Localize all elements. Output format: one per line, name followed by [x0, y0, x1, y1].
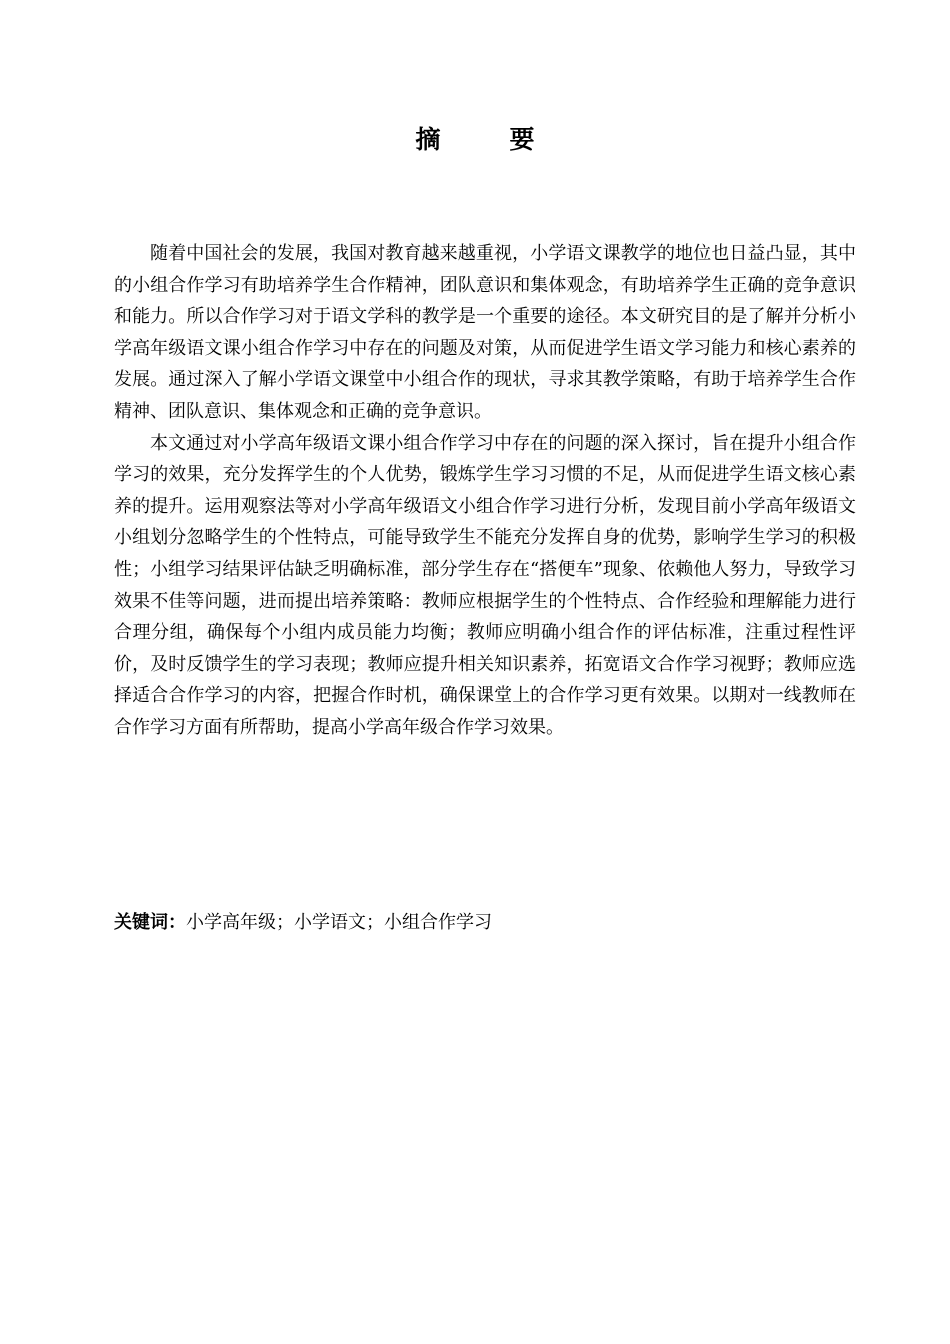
abstract-paragraph-2: 本文通过对小学高年级语文课小组合作学习中存在的问题的深入探讨，旨在提升小组合作学习的效果，充分发挥学生的个人优势，锻炼学生学习习惯的不足，从而促进学生语文核心素养的提升。运用观察法等对小学高年级语文小组合作学习进行分析，发现目前小学高年级语文小组划分忽略学生的个性特点，可能导致学生不能充分发挥自身的优势，影响学生学习的积极性；小组学习结果评估缺乏明确标准，部分学生存在“搭便车”现象、依赖他人努力，导致学习效果不佳等问题，进而提出培养策略：教师应根据学生的个性特点、合作经验和理解能力进行合理分组，确保每个小组内成员能力均衡；教师应明确小组合作的评估标准，注重过程性评价，及时反馈学生的学习表现；教师应提升相关知识素养，拓宽语文合作学习视野；教师应选择适合合作学习的内容，把握合作时机，确保课堂上的合作学习更有效果。以期对一线教师在合作学习方面有所帮助，提高小学高年级合作学习效果。 — [114, 432, 856, 738]
keywords-label: 关键词： — [114, 912, 186, 933]
abstract-title: 摘 要 — [415, 125, 557, 154]
abstract-paragraph-1: 随着中国社会的发展，我国对教育越来越重视，小学语文课教学的地位也日益凸显，其中的小组合作学习有助培养学生合作精神，团队意识和集体观念，有助培养学生正确的竞争意识和能力。所以合作学习对于语文学科的教学是一个重要的途径。本文研究目的是了解并分析小学高年级语文课小组合作学习中存在的问题及对策，从而促进学生语文学习能力和核心素养的发展。通过深入了解小学语文课堂中小组合作的现状，寻求其教学策略，有助于培养学生合作精神、团队意识、集体观念和正确的竞争意识。 — [114, 243, 856, 422]
keywords-value: 小学高年级；小学语文；小组合作学习 — [186, 912, 492, 933]
keywords-line — [114, 907, 856, 939]
abstract-body — [114, 238, 856, 744]
